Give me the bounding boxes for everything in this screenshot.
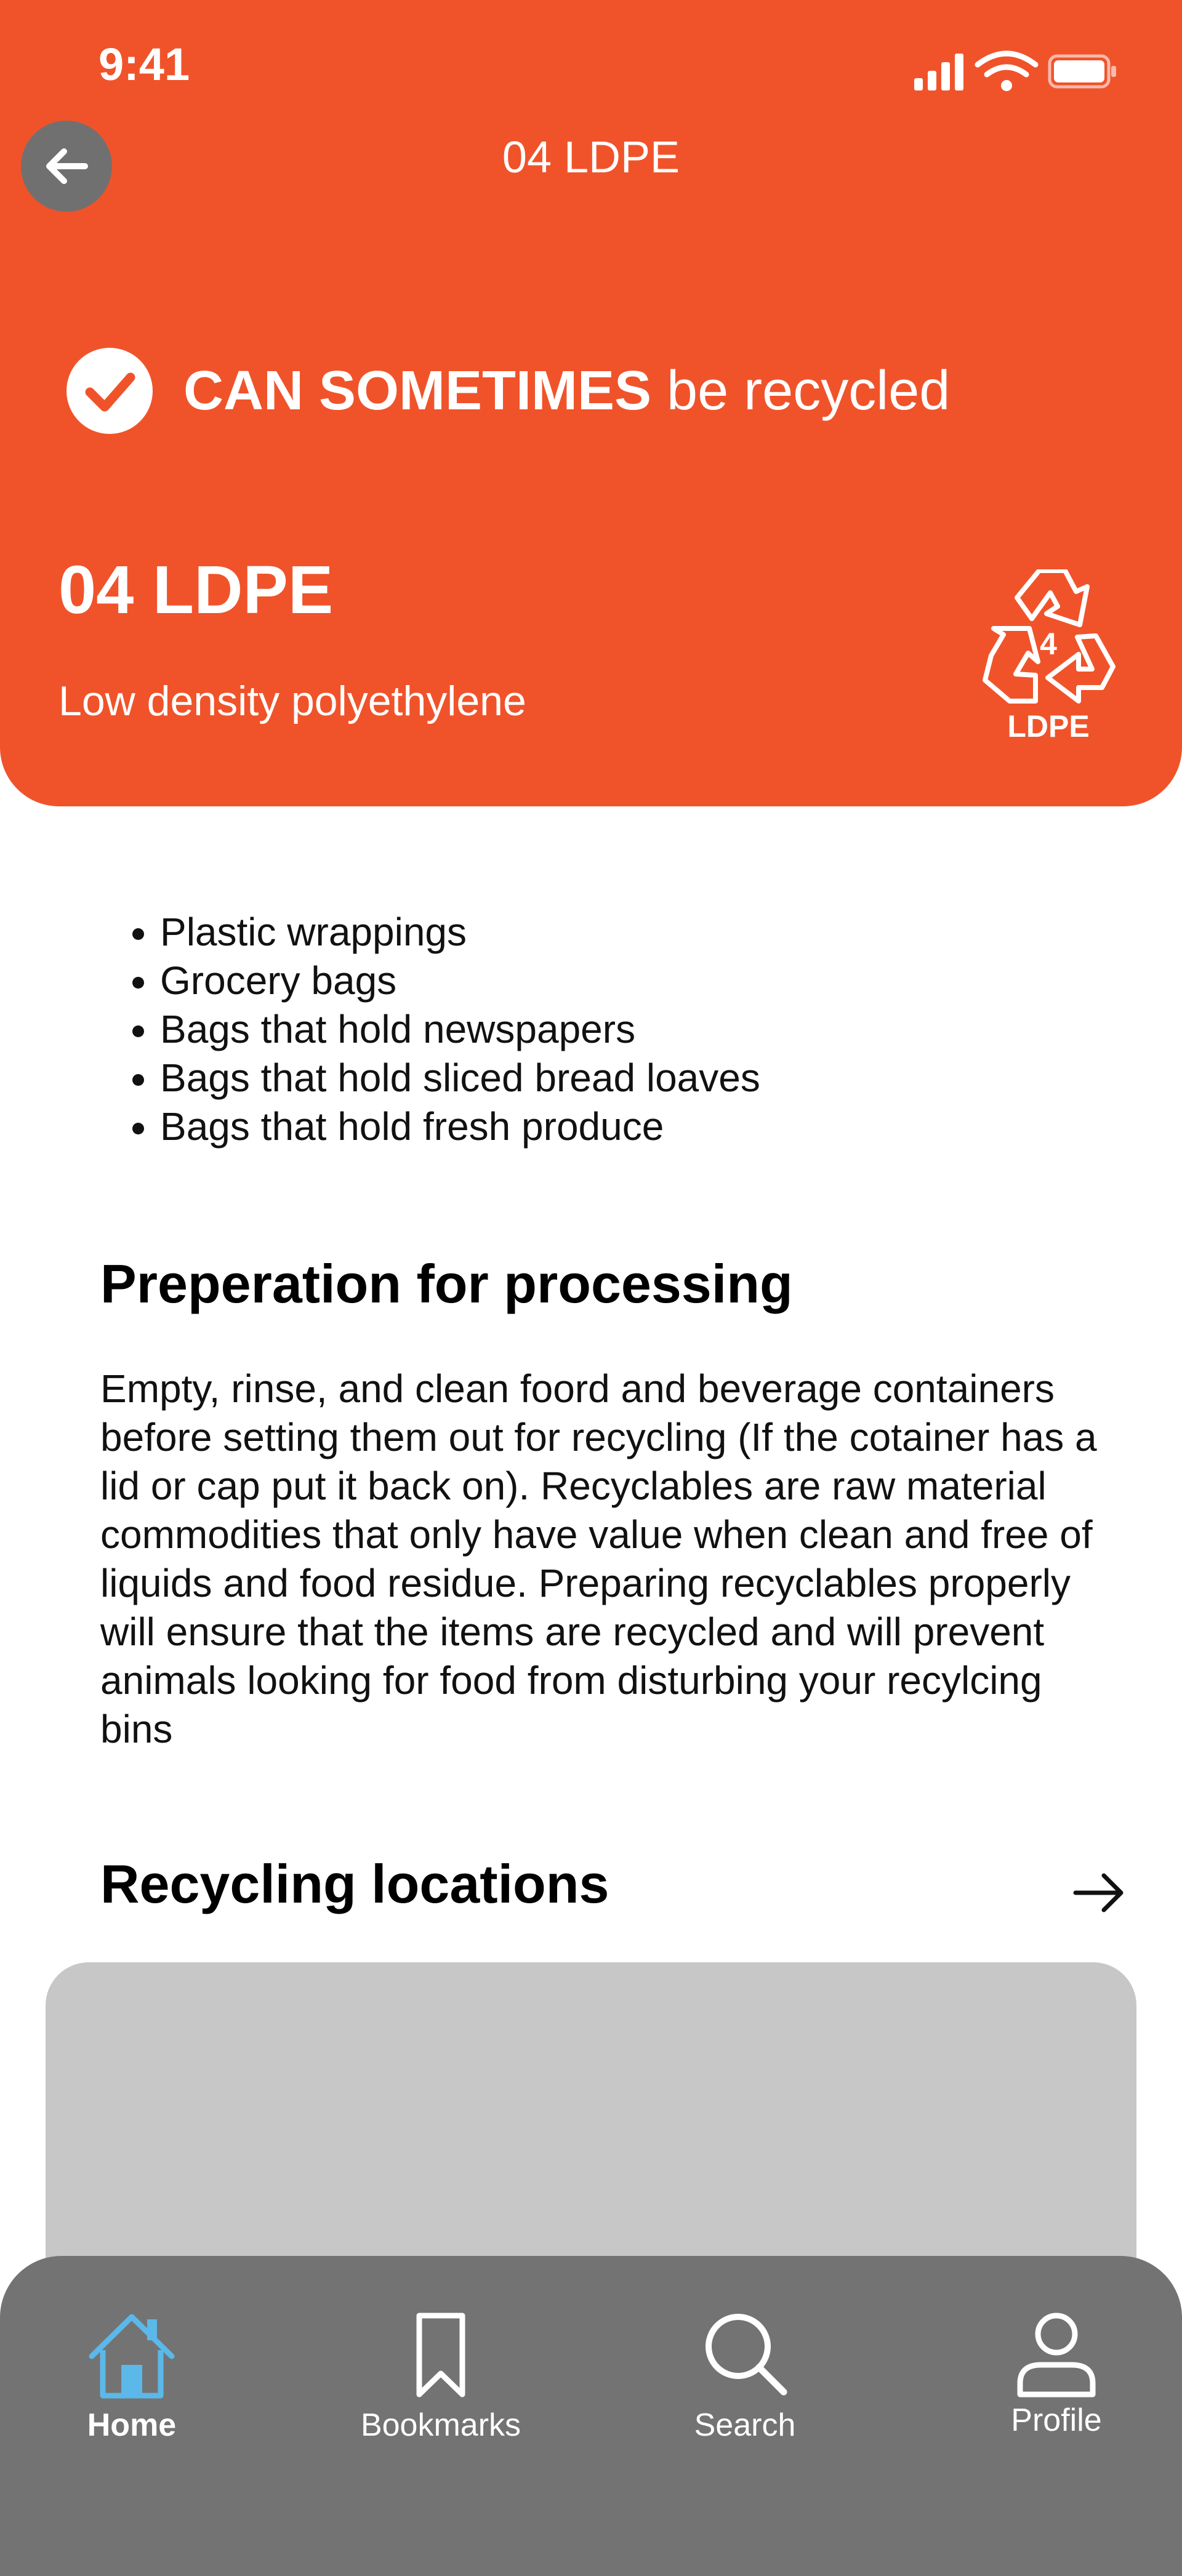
material-code: 04 LDPE: [58, 552, 334, 628]
home-icon: [86, 2308, 178, 2401]
page-title: 04 LDPE: [502, 133, 680, 182]
recycle-symbol-number: 4: [1040, 627, 1057, 661]
status-icons: [914, 46, 1117, 95]
recyclability-verdict: [66, 348, 950, 434]
material-name: Low density polyethylene: [58, 678, 526, 724]
list-item: • Grocery bags: [160, 957, 1084, 1005]
recycle-symbol-icon: [979, 569, 1117, 748]
tab-profile[interactable]: [933, 2308, 1180, 2456]
tab-search-label: Search: [694, 2407, 796, 2443]
tab-bookmarks[interactable]: [318, 2308, 564, 2456]
recycling-locations-title[interactable]: Recycling locations: [100, 1853, 609, 1914]
arrow-right-icon[interactable]: [1068, 1862, 1130, 1924]
search-icon: [699, 2308, 791, 2401]
status-time: 9:41: [98, 39, 190, 90]
battery-icon: [1050, 56, 1116, 87]
list-item: • Bags that hold newspapers: [160, 1005, 1084, 1054]
examples-list: [95, 908, 1084, 1151]
bookmark-icon: [395, 2308, 487, 2401]
signal-icon: [914, 54, 963, 90]
verdict-strong: CAN SOMETIMES: [183, 359, 652, 422]
preparation-title: Preperation for processing: [100, 1253, 793, 1314]
list-item: • Plastic wrappings: [160, 908, 1084, 957]
wifi-dot: [1001, 80, 1012, 91]
tab-bookmarks-label: Bookmarks: [360, 2407, 521, 2443]
preparation-text: Empty, rinse, and clean foord and beverage containers before setting them out for recycling (If the cotainer has a lid or cap put it back on). Recyclables are raw material commodities that only have value when clean and free of liquids and food residue. Preparing recyclables properly will ensure that the items are recycled and will prevent animals looking for food from disturbing your recylcing bins: [100, 1366, 1097, 1751]
tab-search[interactable]: [622, 2308, 868, 2456]
recycle-symbol-label: LDPE: [1007, 709, 1090, 744]
check-circle-icon: [66, 348, 153, 434]
list-item: • Bags that hold fresh produce: [160, 1102, 1084, 1151]
wifi-icon: [978, 54, 1035, 74]
tab-profile-label: Profile: [1011, 2402, 1102, 2438]
profile-icon: [1010, 2308, 1103, 2401]
list-item: • Bags that hold sliced bread loaves: [160, 1054, 1084, 1102]
tab-home-label: Home: [87, 2407, 177, 2443]
verdict-text: [183, 359, 950, 423]
verdict-rest: be recycled: [651, 359, 951, 422]
tab-home[interactable]: [9, 2308, 255, 2456]
